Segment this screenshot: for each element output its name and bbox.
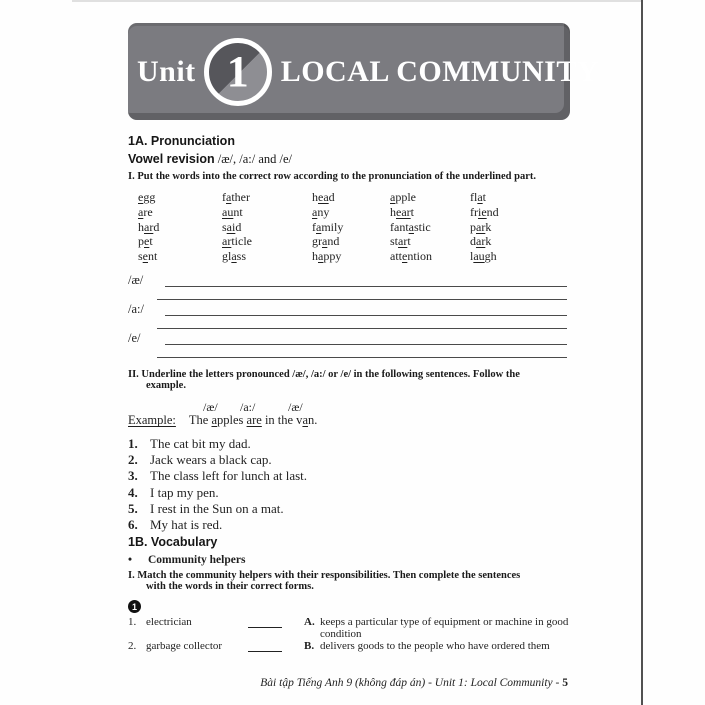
option-letter: A. (304, 616, 315, 628)
word-item: apple (390, 190, 416, 204)
example-sentence: The apples are in the van. (188, 413, 318, 427)
underlined-letters: are (246, 413, 262, 427)
word-item: grand (312, 234, 340, 249)
word-item: attention (390, 249, 432, 264)
word-item: father (222, 190, 250, 204)
page-right-edge (641, 0, 643, 705)
phoneme-row (128, 301, 570, 330)
underlined-letters: a (408, 219, 414, 234)
phoneme-annotation: /æ/ (203, 400, 218, 414)
phoneme-rows (128, 272, 570, 359)
sentence-number: 1. (128, 436, 138, 451)
sentence-row (128, 436, 570, 452)
sentence-row (128, 517, 570, 533)
match-answer-blank (248, 640, 304, 655)
underlined-letters: ar (398, 234, 408, 249)
task2-instruction (128, 369, 520, 391)
word-item: family (312, 219, 344, 234)
phoneme-label: /æ/ (128, 273, 144, 287)
underlined-letters: e (138, 190, 144, 204)
sentence-number: 3. (128, 468, 138, 484)
footer-text: Bài tập Tiếng Anh 9 (không đáp án) - Unit 1: Local Community - (260, 677, 563, 689)
underlined-letters: a (138, 204, 144, 219)
word-item: head (312, 190, 335, 204)
underlined-letters: ai (226, 219, 236, 234)
word-item: fantastic (390, 219, 431, 234)
word-item: are (138, 204, 153, 219)
example-label: Example: (128, 413, 176, 427)
footer-page-number: 5 (562, 677, 568, 689)
sentence-row (128, 501, 570, 517)
match-option (304, 616, 598, 640)
match-answer-blank (248, 616, 304, 631)
match-number: 1. (128, 616, 137, 628)
sentence-row (128, 468, 570, 484)
sentence-text: The cat bit my dad. (150, 436, 251, 451)
underlined-letters: ar (476, 234, 486, 249)
match-row (128, 640, 570, 655)
word-item: pet (138, 234, 153, 249)
phoneme-row (128, 330, 570, 359)
word-grid (128, 190, 499, 264)
word-item: dark (470, 234, 492, 249)
underlined-letters: au (222, 204, 234, 219)
task2-instruction-line2: example. (146, 380, 186, 391)
word-item: glass (222, 249, 247, 264)
sentence-number: 6. (128, 516, 138, 532)
word-item: said (222, 219, 242, 234)
phoneme-label: /a:/ (128, 302, 144, 316)
underlined-letters: a (316, 219, 322, 234)
answer-line (157, 285, 567, 300)
underlined-letters: e (402, 249, 408, 264)
match-term: garbage collector (146, 640, 223, 652)
blank-line (248, 640, 282, 652)
option-text: keeps a particular type of equipment or machine in good condition (320, 616, 569, 640)
topic-row (128, 554, 245, 566)
sentence-text: I tap my pen. (150, 484, 219, 500)
sentence-text: Jack wears a black cap. (150, 452, 272, 468)
sentence-list (128, 436, 570, 533)
sentence-number: 2. (128, 452, 138, 468)
option-text: delivers goods to the people who have ordered them (320, 640, 550, 652)
underlined-letters: au (473, 249, 485, 264)
match-number: 2. (128, 640, 137, 652)
underlined-letters: a (226, 190, 232, 204)
word-item: hard (138, 219, 160, 234)
underlined-letters: e (144, 234, 150, 249)
word-item: egg (138, 190, 156, 204)
underlined-letters: ear (396, 204, 411, 219)
phoneme-row (128, 272, 570, 301)
answer-line (157, 343, 567, 358)
underlined-letters: a (318, 249, 324, 264)
word-item: laugh (470, 249, 497, 264)
underlined-letters: ar (222, 234, 232, 249)
page-content (128, 0, 570, 705)
task-1b-instruction-line2: with the words in their correct forms. (146, 581, 314, 592)
word-item: any (312, 204, 330, 219)
sentence-number: 4. (128, 484, 138, 500)
word-item: park (470, 219, 492, 234)
example-row (128, 413, 317, 428)
answer-line (157, 314, 567, 329)
sentence-row (128, 452, 570, 468)
underlined-letters: a (477, 190, 483, 204)
word-item: friend (470, 204, 499, 219)
page-footer (128, 677, 568, 689)
vowel-revision-phonemes: /æ/, /a:/ and /e/ (214, 152, 293, 166)
underlined-letters: a (231, 249, 237, 264)
unit-title: LOCAL COMMUNITY (280, 54, 600, 88)
word-item: happy (312, 249, 342, 264)
option-letter: B. (304, 640, 315, 652)
sentence-number: 5. (128, 500, 138, 516)
match-term: electrician (146, 616, 192, 628)
unit-number: 1 (226, 46, 249, 96)
underlined-letters: e (142, 249, 148, 264)
match-option (304, 640, 598, 652)
vowel-revision-bold: Vowel revision (128, 152, 215, 166)
underlined-letters: ar (476, 219, 486, 234)
sentence-row (128, 485, 570, 501)
underlined-letters: a (312, 204, 318, 219)
word-item: article (222, 234, 252, 249)
word-item: flat (470, 190, 487, 204)
match-list (128, 616, 570, 655)
sentence-text: The class left for lunch at last. (150, 468, 308, 484)
underlined-letters: ie (478, 204, 487, 219)
phoneme-annotation: /a:/ (240, 400, 256, 414)
underlined-letters: a (302, 413, 308, 427)
underlined-letters: a (322, 234, 328, 249)
sentence-text: My hat is red. (150, 516, 223, 532)
task-1b-instruction (128, 570, 520, 592)
word-item: aunt (222, 204, 243, 219)
phoneme-annotation: /æ/ (288, 400, 303, 414)
word-item: sent (138, 249, 158, 264)
phoneme-label: /e/ (128, 331, 141, 345)
underlined-letters: a (390, 190, 396, 204)
task-1b-instruction-line1: I. Match the community helpers with their responsibilities. Then complete the sentences (128, 570, 521, 581)
underlined-letters: ea (318, 190, 329, 204)
subtask-1-marker: 1 (128, 600, 141, 613)
section-1b-heading: 1B. Vocabulary (128, 535, 218, 549)
blank-line (248, 616, 282, 628)
unit-label: Unit (137, 54, 196, 88)
task2-instruction-line1: II. Underline the letters pronounced /æ/, /a:/ or /e/ in the following sentences. Follow the (128, 369, 520, 380)
section-1a-heading: 1A. Pronunciation (128, 134, 235, 148)
word-item: start (390, 234, 411, 249)
sentence-text: I rest in the Sun on a mat. (150, 500, 284, 516)
word-item: heart (390, 204, 414, 219)
vowel-revision-line (128, 152, 292, 167)
underlined-letters: ar (144, 219, 154, 234)
match-row (128, 616, 570, 640)
bullet-icon: • (128, 554, 133, 566)
topic-label: Community helpers (148, 554, 246, 566)
task1-instruction: I. Put the words into the correct row according to the pronunciation of the underlined part. (128, 171, 537, 182)
example-annotations (128, 400, 570, 413)
underlined-letters: a (211, 413, 218, 427)
